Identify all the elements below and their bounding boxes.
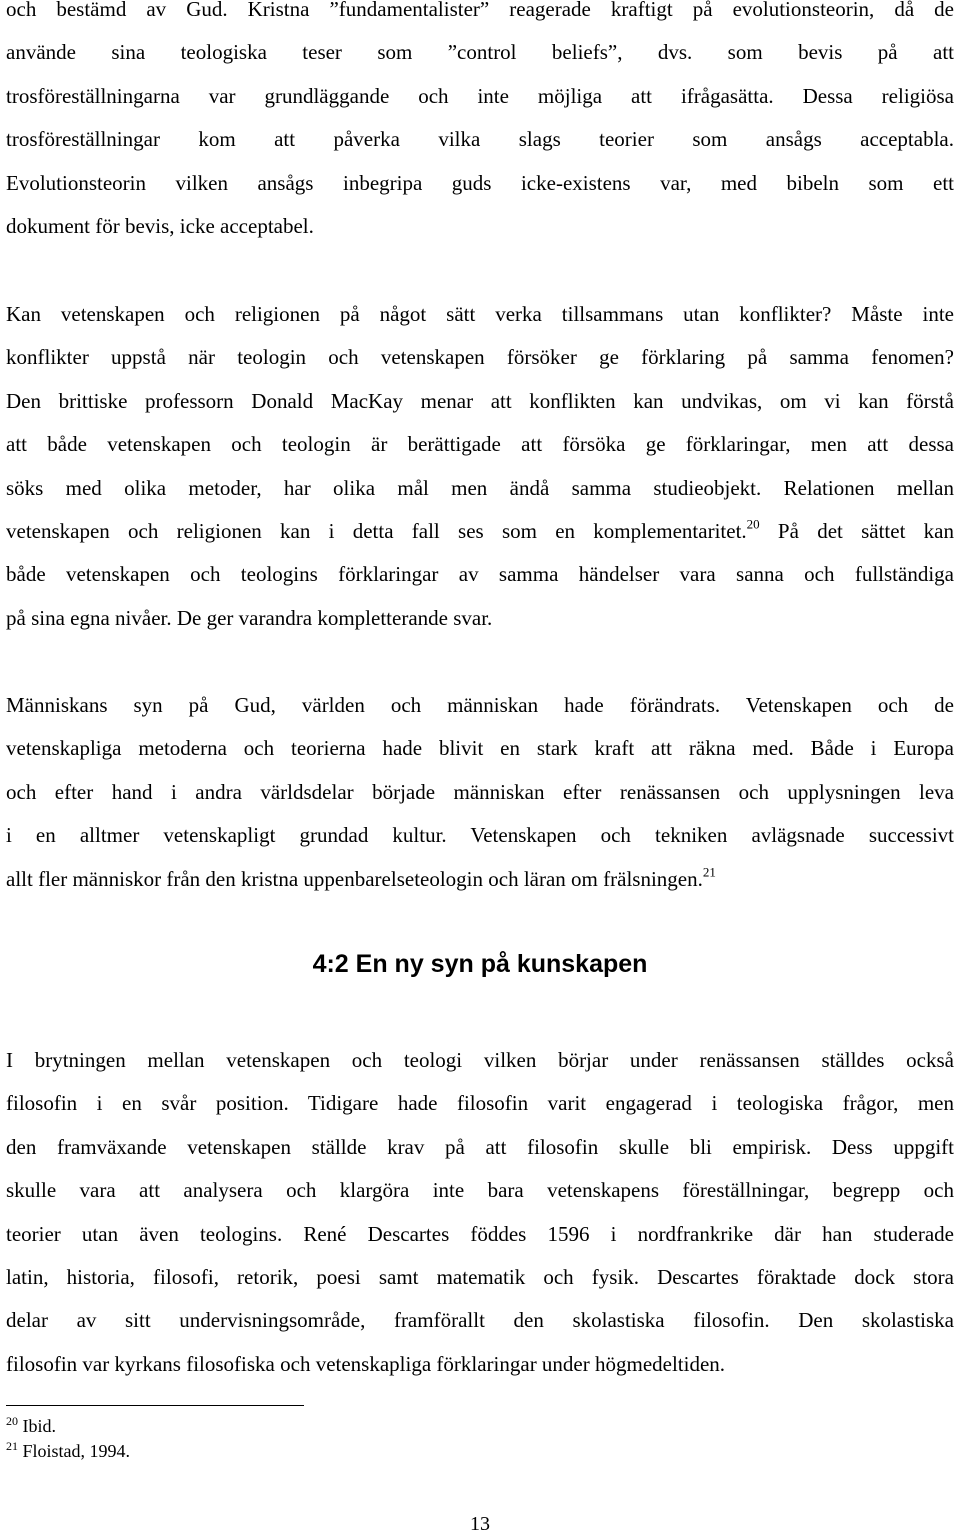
text-line: att både vetenskapen och teologin är berättigade att försöka ge förklaringar, men att dessa	[6, 432, 954, 457]
text-line: delar av sitt undervisningsområde, framförallt den skolastiska filosofin. Den skolastiska	[6, 1308, 954, 1333]
footnote-text: Ibid.	[22, 1416, 56, 1436]
text-line: söks med olika metoder, har olika mål men ändå samma studieobjekt. Relationen mellan	[6, 475, 954, 500]
text-line: använde sina teologiska teser som ”control beliefs”, dvs. som bevis på att	[6, 40, 954, 65]
text-line: och bestämd av Gud. Kristna ”fundamentalister” reagerade kraftigt på evolutionsteorin, då de	[6, 0, 954, 21]
text-line: I brytningen mellan vetenskapen och teologi vilken börjar under renässansen ställdes också	[6, 1048, 954, 1072]
footnote-20	[6, 1415, 56, 1437]
footnote-text: Floistad, 1994.	[22, 1441, 131, 1461]
paragraph-4	[6, 1039, 954, 1386]
text-line: filosofin var kyrkans filosofiska och vetenskapliga förklaringar under högmedeltiden.	[6, 1351, 726, 1376]
text-line: vetenskapen och religionen kan i detta fall ses som en komplementaritet.	[6, 518, 747, 543]
text-line-continuation: På det sättet kan	[759, 518, 955, 543]
footnote-number: 21	[6, 1438, 18, 1453]
text-line: i en alltmer vetenskapligt grundad kultur. Vetenskapen och tekniken avlägsnade successivt	[6, 823, 954, 848]
text-line: Evolutionsteorin vilken ansågs inbegripa guds icke-existens var, med bibeln som ett	[6, 170, 954, 195]
text-line: Kan vetenskapen och religionen på något sätt verka tillsammans utan konflikter? Måste inte	[6, 302, 954, 326]
text-line: och efter hand i andra världsdelar började människan efter renässansen och upplysningen leva	[6, 779, 954, 804]
footnote-divider	[6, 1405, 304, 1406]
text-line-with-note	[6, 510, 954, 553]
paragraph-3	[6, 684, 954, 901]
footnote-ref-20[interactable]: 20	[746, 516, 760, 532]
section-heading: 4:2 En ny syn på kunskapen	[312, 950, 648, 978]
text-line: Människans syn på Gud, världen och människan hade förändrats. Vetenskapen och de	[6, 693, 954, 717]
paragraph-2	[6, 293, 954, 640]
text-line: skulle vara att analysera och klargöra inte bara vetenskapens föreställningar, begrepp och	[6, 1178, 954, 1203]
text-line: Den brittiske professorn Donald MacKay menar att konflikten kan undvikas, om vi kan förstå	[6, 388, 954, 413]
text-line: konflikter uppstå när teologin och vetenskapen försöker ge förklaring på samma fenomen?	[6, 345, 954, 370]
text-line: den framväxande vetenskapen ställde krav på att filosofin skulle bli empirisk. Dess uppgift	[6, 1134, 954, 1159]
text-line: teorier utan även teologins. René Descartes föddes 1596 i nordfrankrike där han studerade	[6, 1221, 954, 1246]
footnote-ref-21[interactable]: 21	[702, 863, 716, 879]
footnote-number: 20	[6, 1413, 18, 1428]
text-line: på sina egna nivåer. De ger varandra kompletterande svar.	[6, 605, 493, 630]
text-line: trosföreställningarna var grundläggande och inte möjliga att ifrågasätta. Dessa religiösa	[6, 83, 954, 108]
text-line-with-note	[6, 858, 954, 901]
text-line: trosföreställningar kom att påverka vilka slags teorier som ansågs acceptabla.	[6, 127, 954, 152]
text-line: latin, historia, filosofi, retorik, poesi samt matematik och fysik. Descartes föraktade dock stora	[6, 1264, 954, 1289]
text-line: allt fler människor från den kristna uppenbarelseteologin och läran om frälsningen.	[6, 866, 703, 891]
text-line: filosofin i en svår position. Tidigare hade filosofin varit engagerad i teologiska frågor, men	[6, 1091, 954, 1116]
text-line: både vetenskapen och teologins förklaringar av samma händelser vara sanna och fullständiga	[6, 562, 954, 587]
page-number: 13	[470, 1513, 490, 1535]
footnote-21	[6, 1440, 130, 1462]
text-line: vetenskapliga metoderna och teorierna hade blivit en stark kraft att räkna med. Både i Europa	[6, 736, 954, 761]
text-line: dokument för bevis, icke acceptabel.	[6, 213, 314, 238]
paragraph-1	[6, 0, 954, 248]
